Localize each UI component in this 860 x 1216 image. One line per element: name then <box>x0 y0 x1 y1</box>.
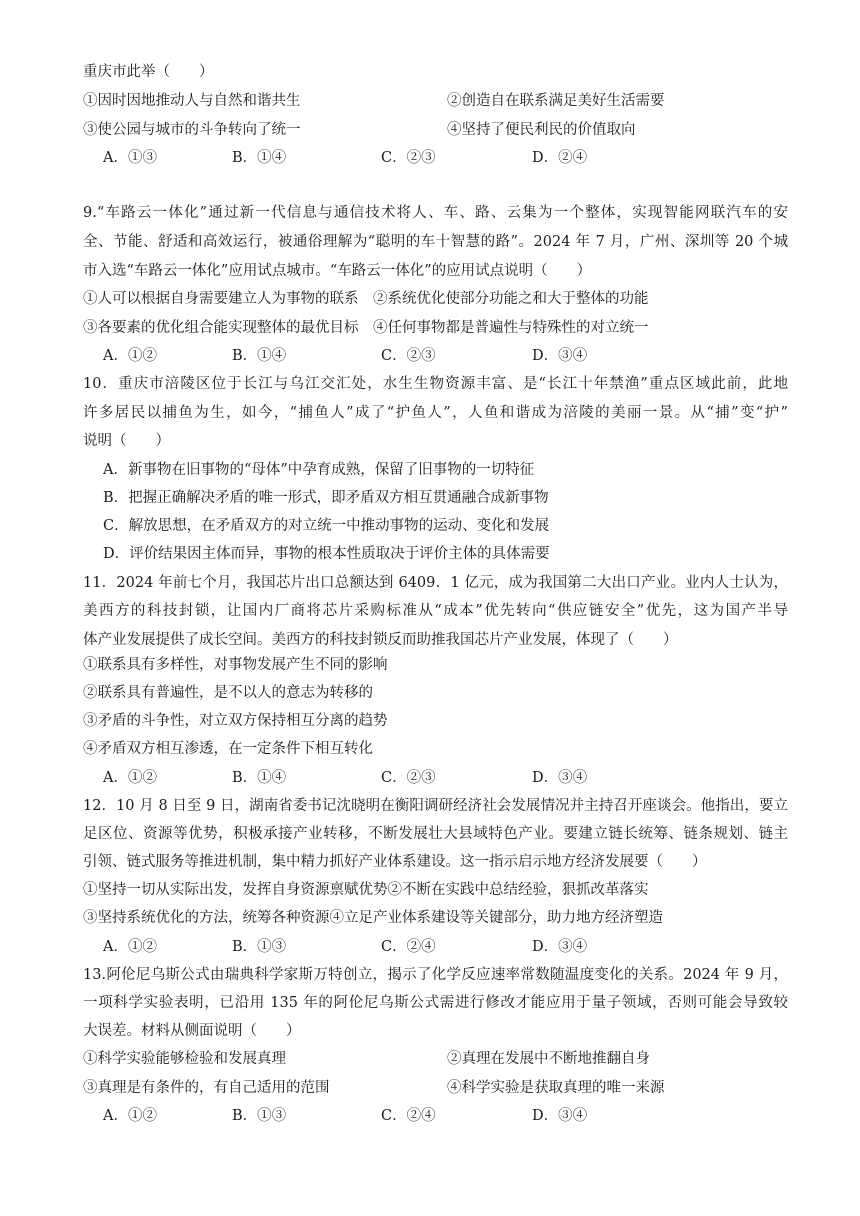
q12-statements-row-1: ①坚持一切从实际出发，发挥自身资源禀赋优势②不断在实践中总结经验，狠抓改革落实 <box>83 882 649 898</box>
q10-stem-line-3: 说明（ ） <box>83 433 170 449</box>
q12-option-c: C．②④ <box>381 939 436 955</box>
q11-option-c: C．②③ <box>381 770 436 786</box>
q13-stem-line-2: 一项科学实验表明，已沿用 135 年的阿伦尼乌斯公式需进行修改才能应用于量子领域，否则可能会导致较 <box>83 995 788 1011</box>
q9-option-a: A．①② <box>103 348 157 364</box>
q10-choice-a: A．新事物在旧事物的“母体”中孕育成熟，保留了旧事物的一切特征 <box>103 462 535 478</box>
q9-stem-line-2: 全、节能、舒适和高效运行，被通俗理解为“聪明的车十智慧的路”。2024 年 7 月，广州、深圳等 20 个城 <box>83 234 788 250</box>
q9-option-c: C．②③ <box>381 348 436 364</box>
q9-option-d: D．③④ <box>532 348 588 364</box>
q13-statement-2: ②真理在发展中不断地推翻自身 <box>447 1051 650 1067</box>
q11-stem-line-2: 美西方的科技封锁，让国内厂商将芯片采购标准从“成本”优先转向“供应链安全”优先，这为国产半导 <box>83 603 788 619</box>
q12-stem-line-1: 12．10 月 8 日至 9 日，湖南省委书记沈晓明在衡阳调研经济社会发展情况并主持召开座谈会。他指出，要立 <box>83 798 788 814</box>
q11-option-a: A．①② <box>103 770 157 786</box>
q9-option-b: B．①④ <box>232 348 287 364</box>
q12-option-d: D．③④ <box>532 939 588 955</box>
q10-choice-b: B．把握正确解决矛盾的唯一形式，即矛盾双方相互贯通融合成新事物 <box>103 490 549 506</box>
q11-stem-line-3: 体产业发展提供了成长空间。美西方的科技封锁反而助推我国芯片产业发展，体现了（ ） <box>83 632 678 648</box>
q11-statement-2: ②联系具有普遍性，是不以人的意志为转移的 <box>83 685 373 701</box>
q12-stem-line-2: 足区位、资源等优势，积极承接产业转移，不断发展壮大县域特色产业。要建立链长统筹、链条规划、链主 <box>83 826 788 842</box>
q8-option-b: B．①④ <box>232 150 287 166</box>
q10-choice-c: C．解放思想，在矛盾双方的对立统一中推动事物的运动、变化和发展 <box>103 518 550 534</box>
q10-stem-line-1: 10．重庆市涪陵区位于长江与乌江交汇处，水生生物资源丰富、是“长江十年禁渔”重点区域此前，此地 <box>83 376 788 392</box>
q8-stem: 重庆市此举（ ） <box>83 64 214 80</box>
q12-option-b: B．①③ <box>232 939 287 955</box>
q8-statement-3: ③使公园与城市的斗争转向了统一 <box>83 122 301 138</box>
q8-statement-4: ④坚持了便民利民的价值取向 <box>447 122 636 138</box>
q11-option-b: B．①④ <box>232 770 287 786</box>
q13-statement-1: ①科学实验能够检验和发展真理 <box>83 1051 286 1067</box>
q13-stem-line-3: 大误差。材料从侧面说明（ ） <box>83 1023 301 1039</box>
q13-option-d: D．③④ <box>532 1108 588 1124</box>
q10-choice-d: D．评价结果因主体而异，事物的根本性质取决于评价主体的具体需要 <box>103 546 550 562</box>
q9-statements-row-2: ③各要素的优化组合能实现整体的最优目标 ④任何事物都是普遍性与特殊性的对立统一 <box>83 320 649 336</box>
q13-option-c: C．②④ <box>381 1108 436 1124</box>
q9-statements-row-1: ①人可以根据自身需要建立人为事物的联系 ②系统优化使部分功能之和大于整体的功能 <box>83 291 649 307</box>
q12-option-a: A．①② <box>103 939 157 955</box>
q10-stem-line-2: 许多居民以捕鱼为生，如今，“捕鱼人”成了“护鱼人”，人鱼和谐成为涪陵的美丽一景。从“捕”变“护” <box>83 405 788 421</box>
q13-stem-line-1: 13.阿伦尼乌斯公式由瑞典科学家斯万特创立，揭示了化学反应速率常数随温度变化的关系。2024 年 9 月， <box>83 967 788 983</box>
q8-option-a: A．①③ <box>103 150 157 166</box>
q13-option-b: B．①③ <box>232 1108 287 1124</box>
q11-statement-4: ④矛盾双方相互渗透，在一定条件下相互转化 <box>83 741 373 757</box>
q11-stem-line-1: 11．2024 年前七个月，我国芯片出口总额达到 6409．1 亿元，成为我国第二大出口产业。业内人士认为， <box>83 575 788 591</box>
q8-statement-1: ①因时因地推动人与自然和谐共生 <box>83 93 301 109</box>
q8-statement-2: ②创造自在联系满足美好生活需要 <box>447 93 665 109</box>
q8-option-c: C．②③ <box>381 150 436 166</box>
q9-stem-line-1: 9.“车路云一体化”通过新一代信息与通信技术将人、车、路、云集为一个整体，实现智能网联汽车的安 <box>83 205 788 221</box>
q11-option-d: D．③④ <box>532 770 588 786</box>
q12-stem-line-3: 引领、链式服务等推进机制，集中精力抓好产业体系建设。这一指示启示地方经济发展要（ ） <box>83 854 707 870</box>
q13-option-a: A．①② <box>103 1108 157 1124</box>
q13-statement-3: ③真理是有条件的，有自己适用的范围 <box>83 1080 330 1096</box>
q13-statement-4: ④科学实验是获取真理的唯一来源 <box>447 1080 665 1096</box>
q12-statements-row-2: ③坚持系统优化的方法，统筹各种资源④立足产业体系建设等关键部分，助力地方经济塑造 <box>83 910 663 926</box>
q11-statement-1: ①联系具有多样性，对事物发展产生不同的影响 <box>83 657 388 673</box>
q8-option-d: D．②④ <box>532 150 588 166</box>
q9-stem-line-3: 市入选“车路云一体化”应用试点城市。“车路云一体化”的应用试点说明（ ） <box>83 263 592 279</box>
q11-statement-3: ③矛盾的斗争性，对立双方保持相互分离的趋势 <box>83 713 388 729</box>
